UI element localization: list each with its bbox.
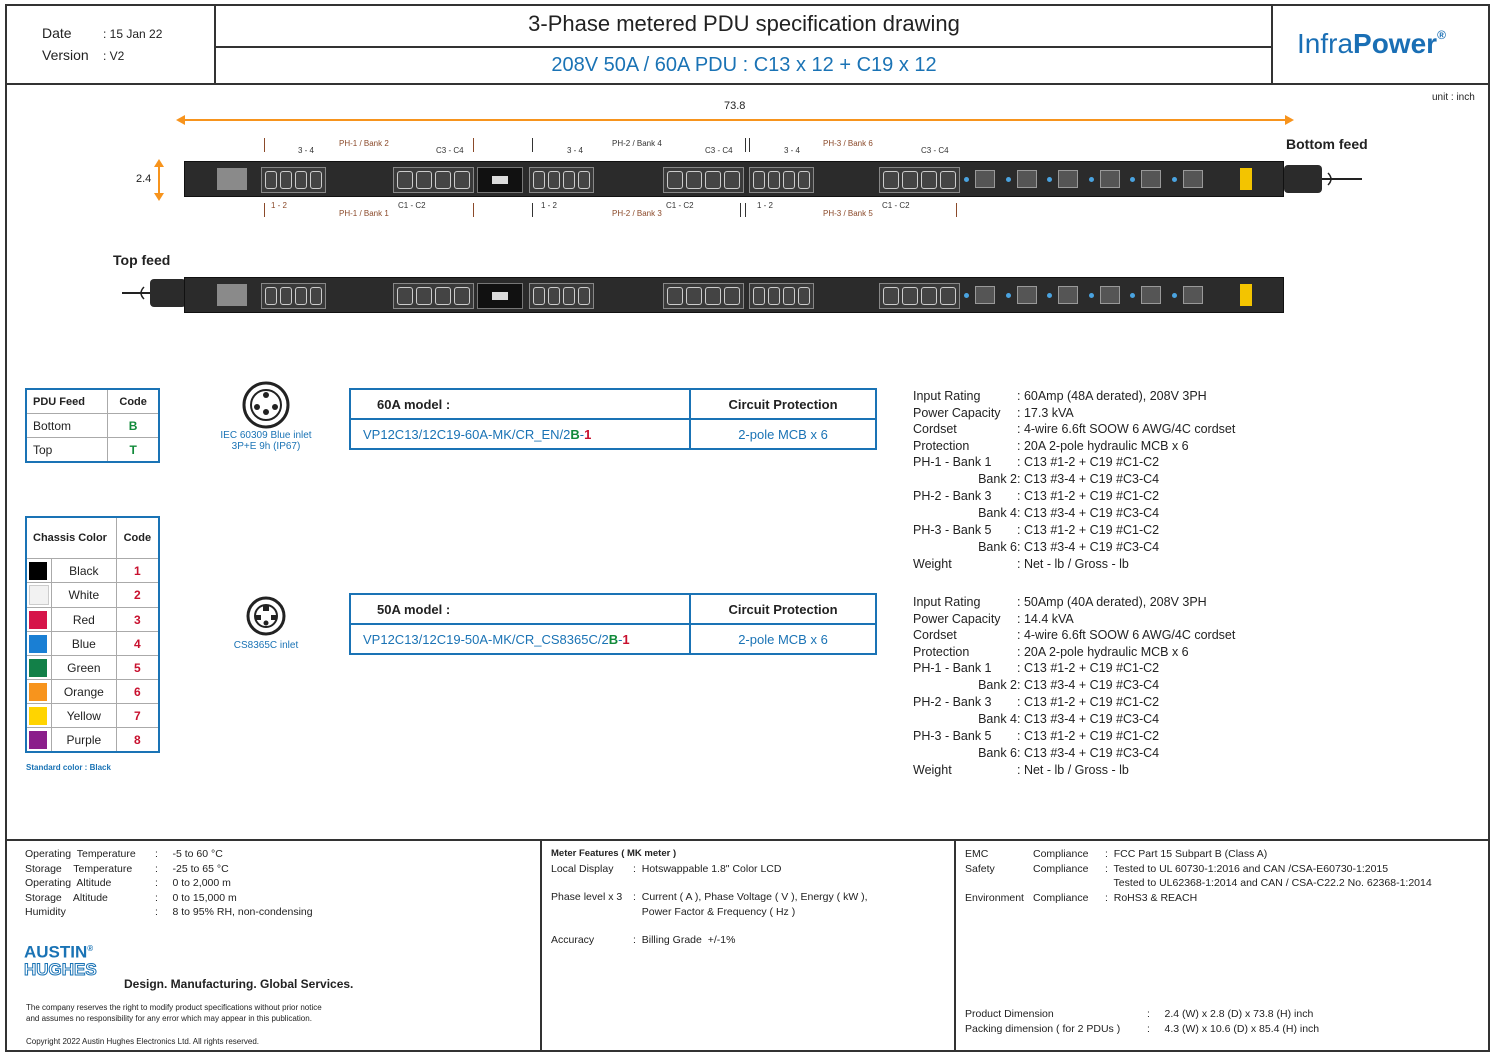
spec-row: [913, 745, 1235, 762]
color-swatch: [26, 583, 52, 608]
model-code-feed: B: [608, 631, 619, 647]
color-code: 8: [116, 728, 159, 753]
spec-value: : C13 #1-2 + C19 #C1-C2: [1017, 661, 1160, 675]
compliance-key: Compliance: [1033, 862, 1089, 875]
spec-value: : Net - lb / Gross - lb: [1017, 763, 1129, 777]
meter-display: [477, 167, 523, 193]
spec-50a: [913, 594, 1235, 779]
austin-logo-line1: [24, 940, 97, 961]
outlet-label: C3 - C4: [436, 146, 464, 155]
bank-label: PH-2 / Bank 3: [612, 209, 662, 218]
model-60a-table: [349, 388, 877, 450]
page-title: 3-Phase metered PDU specification drawing: [528, 11, 960, 36]
dimension-key: Product Dimension: [965, 1008, 1054, 1020]
iec-60309-inlet-icon: [240, 381, 292, 429]
length-value: 73.8: [724, 100, 746, 112]
env-row: [25, 905, 313, 920]
outlet-label: 1 - 2: [541, 201, 558, 210]
breaker-indicator: [964, 293, 969, 298]
spec-value: : 14.4 kVA: [1017, 611, 1074, 626]
spec-value: : C13 #3-4 + C19 #C3-C4: [1017, 539, 1160, 554]
spec-key: PH-2 - Bank 3: [913, 695, 992, 709]
color-swatch: [26, 632, 52, 656]
bank-label: PH-1 / Bank 2: [339, 139, 389, 148]
circuit-protection-header: Circuit Protection: [690, 594, 876, 624]
env-row: [25, 876, 313, 891]
color-code: 2: [116, 583, 159, 608]
company-tagline: Design. Manufacturing. Global Services.: [124, 977, 354, 991]
color-name: Orange: [52, 680, 117, 704]
outlet-group-c13: [529, 167, 594, 193]
bank-tick: [745, 138, 746, 152]
color-row: [26, 608, 159, 632]
env-value: : 0 to 15,000 m: [155, 891, 237, 904]
env-key: Storage Temperature: [25, 862, 133, 875]
color-name: White: [52, 583, 117, 608]
meter-key: Phase level x 3: [551, 891, 623, 903]
meter-row: [551, 862, 868, 877]
outlet-group-c13: [529, 283, 594, 309]
spec-key: Bank 4: [978, 505, 1017, 520]
logo-mark: ®: [1437, 28, 1446, 42]
spec-row: [913, 405, 1235, 422]
unit-label: unit : inch: [1432, 92, 1475, 103]
breaker: [1100, 286, 1120, 304]
model-code-feed: B: [570, 426, 580, 442]
breaker-indicator: [1047, 293, 1052, 298]
outlet-group-c13: [261, 283, 326, 309]
code-header: Code: [108, 389, 159, 414]
meter-key: Accuracy: [551, 934, 595, 946]
compliance-area: Safety: [965, 862, 995, 875]
outlet-label: 3 - 4: [784, 146, 801, 155]
copyright: Copyright 2022 Austin Hughes Electronics Ltd. All rights reserved.: [26, 1037, 260, 1046]
model-60a-protection: 2-pole MCB x 6: [690, 419, 876, 449]
compliance-row: [965, 862, 1432, 877]
outlet-label: C3 - C4: [921, 146, 949, 155]
spec-row: [913, 677, 1235, 694]
rating-label: [217, 284, 247, 306]
model-50a-header: 50A model :: [350, 594, 690, 624]
height-dimension-arrow: [152, 159, 166, 201]
breaker: [975, 170, 995, 188]
model-code-dash: -: [579, 426, 585, 442]
meter-value: Power Factor & Frequency ( Hz ): [633, 905, 796, 918]
cs8365c-inlet-icon: [244, 596, 288, 636]
spec-row: [913, 454, 1235, 471]
spec-value: : 17.3 kVA: [1017, 405, 1074, 420]
feed-code-table: [25, 388, 160, 463]
height-value: 2.4: [136, 173, 152, 185]
iec-inlet-line1: IEC 60309 Blue inlet: [220, 430, 312, 441]
bank-label: PH-3 / Bank 6: [823, 139, 873, 148]
feed-name: Top: [26, 438, 108, 463]
date-value: : 15 Jan 22: [103, 27, 163, 41]
env-value: : 8 to 95% RH, non-condensing: [155, 906, 313, 918]
bank-tick: [473, 203, 474, 217]
spec-value: : C13 #3-4 + C19 #C3-C4: [1017, 677, 1160, 692]
outlet-group-c19: [393, 283, 474, 309]
spec-row: [913, 660, 1235, 677]
spec-key: PH-1 - Bank 1: [913, 661, 992, 675]
env-row: [25, 847, 313, 862]
spec-row: [913, 762, 1235, 779]
breaker-indicator: [1006, 293, 1011, 298]
spec-value: : C13 #1-2 + C19 #C1-C2: [1017, 695, 1160, 709]
spec-value: : C13 #3-4 + C19 #C3-C4: [1017, 505, 1160, 520]
spec-key: Weight: [913, 763, 952, 777]
meter-key: Local Display: [551, 862, 614, 875]
color-row: [26, 728, 159, 753]
spec-value: : C13 #3-4 + C19 #C3-C4: [1017, 711, 1160, 726]
environment-specs: [25, 847, 313, 920]
env-value: : -5 to 60 °C: [155, 848, 223, 860]
spec-row: [913, 711, 1235, 728]
color-header: Chassis Color: [26, 517, 116, 559]
bank-tick: [956, 203, 957, 217]
model-50a-code: [350, 624, 690, 654]
outlet-group-c19: [663, 167, 744, 193]
color-row: [26, 632, 159, 656]
compliance-area: Environment: [965, 891, 1024, 904]
spec-key: PH-3 - Bank 5: [913, 729, 992, 743]
spec-value: : C13 #1-2 + C19 #C1-C2: [1017, 489, 1160, 503]
meter-value: : Billing Grade +/-1%: [633, 934, 736, 946]
model-code-color: 1: [622, 631, 630, 647]
meter-display: [477, 283, 523, 309]
spec-key: Input Rating: [913, 595, 981, 609]
color-name: Black: [52, 559, 117, 583]
spec-key: Power Capacity: [913, 405, 1001, 420]
bank-tick: [740, 203, 741, 217]
breaker: [1058, 286, 1078, 304]
spec-key: Bank 4: [978, 711, 1017, 726]
spec-key: Bank 2: [978, 471, 1017, 486]
infrapower-logo: [1297, 28, 1446, 60]
color-row: [26, 583, 159, 608]
env-value: : 0 to 2,000 m: [155, 877, 231, 889]
spec-value: : Net - lb / Gross - lb: [1017, 557, 1129, 571]
spec-value: : C13 #3-4 + C19 #C3-C4: [1017, 471, 1160, 486]
spec-row: [913, 471, 1235, 488]
version-value: : V2: [103, 49, 125, 63]
pdu-top-feed: [184, 277, 1284, 313]
breaker: [1017, 286, 1037, 304]
spec-key: Input Rating: [913, 389, 981, 403]
spec-value: : 20A 2-pole hydraulic MCB x 6: [1017, 438, 1189, 453]
color-code: 4: [116, 632, 159, 656]
breaker-indicator: [1130, 177, 1135, 182]
spec-row: [913, 505, 1235, 522]
outlet-label: C1 - C2: [398, 201, 426, 210]
top-feed-label: Top feed: [113, 252, 171, 268]
date-label: Date: [42, 25, 72, 41]
spec-key: Bank 2: [978, 677, 1017, 692]
color-code: 6: [116, 680, 159, 704]
bank-tick: [473, 138, 474, 152]
spec-value: : 20A 2-pole hydraulic MCB x 6: [1017, 644, 1189, 659]
meter-features: [551, 847, 868, 948]
dimension-key: Packing dimension ( for 2 PDUs ): [965, 1022, 1121, 1035]
spec-row: [913, 594, 1235, 611]
color-code: 7: [116, 704, 159, 728]
outlet-group-c19: [663, 283, 744, 309]
outlet-label: 3 - 4: [567, 146, 584, 155]
breaker-indicator: [964, 177, 969, 182]
dimension-row: [965, 1022, 1319, 1037]
meter-row: [551, 905, 868, 920]
env-key: Operating Temperature: [25, 848, 136, 860]
spec-value: : 4-wire 6.6ft SOOW 6 AWG/4C cordset: [1017, 422, 1236, 436]
breaker: [1017, 170, 1037, 188]
spec-key: Cordset: [913, 628, 957, 642]
logo-infra: Infra: [1297, 28, 1354, 59]
color-name: Blue: [52, 632, 117, 656]
compliance-area: EMC: [965, 848, 989, 860]
breaker: [1058, 170, 1078, 188]
dimension-value: : 2.4 (W) x 2.8 (D) x 73.8 (H) inch: [1147, 1008, 1314, 1020]
color-row: [26, 680, 159, 704]
breaker: [1183, 170, 1203, 188]
spec-key: PH-2 - Bank 3: [913, 489, 992, 503]
model-code-color: 1: [584, 426, 592, 442]
bank-label: PH-3 / Bank 5: [823, 209, 873, 218]
color-swatch: [26, 559, 52, 583]
env-row: [25, 891, 313, 906]
feed-code: B: [108, 414, 159, 438]
outlet-label: C1 - C2: [882, 201, 910, 210]
color-code: 5: [116, 656, 159, 680]
spec-row: [913, 421, 1235, 438]
spec-key: Bank 6: [978, 539, 1017, 554]
compliance-row: [965, 847, 1432, 862]
spec-row: [913, 644, 1235, 661]
outlet-label: C3 - C4: [705, 146, 733, 155]
breaker-indicator: [1172, 293, 1177, 298]
dimension-value: : 4.3 (W) x 10.6 (D) x 85.4 (H) inch: [1147, 1022, 1320, 1035]
breaker: [1141, 286, 1161, 304]
color-swatch: [26, 656, 52, 680]
top-feed-cord: [122, 277, 186, 309]
hughes-logo-text: HUGHES: [24, 959, 97, 979]
iec-inlet-label: [206, 430, 326, 452]
spec-row: [913, 438, 1235, 455]
spec-key: Bank 6: [978, 745, 1017, 760]
spec-key: Power Capacity: [913, 611, 1001, 626]
outlet-label: C1 - C2: [666, 201, 694, 210]
bank-label: PH-2 / Bank 4: [612, 139, 662, 148]
spec-key: Protection: [913, 438, 970, 453]
rating-label: [217, 168, 247, 190]
breaker: [975, 286, 995, 304]
spec-row: [913, 611, 1235, 628]
spec-key: PH-3 - Bank 5: [913, 523, 992, 537]
dimension-specs: [965, 1007, 1319, 1036]
spec-value: : 50Amp (40A derated), 208V 3PH: [1017, 595, 1207, 609]
spec-row: [913, 728, 1235, 745]
model-60a-code: [350, 419, 690, 449]
austin-hughes-logo: [24, 940, 97, 978]
circuit-protection-header: Circuit Protection: [690, 389, 876, 419]
breaker-indicator: [1089, 177, 1094, 182]
model-code-base: VP12C13/12C19-50A-MK/CR_CS8365C/2: [363, 631, 609, 647]
meter-features-title: Meter Features ( MK meter ): [551, 848, 677, 859]
spec-value: : C13 #1-2 + C19 #C1-C2: [1017, 455, 1160, 469]
spec-value: : C13 #1-2 + C19 #C1-C2: [1017, 523, 1160, 537]
color-name: Yellow: [52, 704, 117, 728]
austin-logo-text: AUSTIN: [24, 942, 88, 962]
meter-features-rows: [551, 862, 868, 948]
bank-tick: [749, 138, 750, 152]
meter-value: : Current ( A ), Phase Voltage ( V ), Energy ( kW ),: [633, 891, 868, 903]
dimension-row: [965, 1007, 1319, 1022]
env-key: Humidity: [25, 906, 66, 918]
compliance-value: Tested to UL62368-1:2014 and CAN / CSA-C22.2 No. 62368-1:2014: [1105, 877, 1432, 889]
bank-tick: [264, 203, 265, 217]
bottom-feed-cord: [1284, 163, 1364, 195]
spec-row: [913, 522, 1235, 539]
env-row: [25, 862, 313, 877]
color-swatch: [26, 608, 52, 632]
code-header: Code: [116, 517, 159, 559]
version-label: Version: [42, 47, 89, 63]
breaker-indicator: [1130, 293, 1135, 298]
spec-value: : 4-wire 6.6ft SOOW 6 AWG/4C cordset: [1017, 628, 1236, 642]
model-60a-header: 60A model :: [350, 389, 690, 419]
compliance-row: [965, 891, 1432, 906]
warning-label: [1240, 284, 1252, 306]
outlet-group-c19: [393, 167, 474, 193]
spec-key: Protection: [913, 644, 970, 659]
breaker: [1183, 286, 1203, 304]
compliance-value: : Tested to UL 60730-1:2016 and CAN /CSA-E60730-1:2015: [1105, 862, 1389, 875]
cs8365c-inlet-label: CS8365C inlet: [233, 640, 299, 651]
compliance-key: Compliance: [1033, 891, 1089, 904]
compliance-value: : FCC Part 15 Subpart B (Class A): [1105, 848, 1268, 860]
footer-divider: [954, 839, 956, 1052]
feed-header: PDU Feed: [26, 389, 108, 414]
outlet-group-c13: [261, 167, 326, 193]
outlet-group-c19: [879, 167, 960, 193]
bank-tick: [532, 138, 533, 152]
model-code-dash: -: [618, 631, 623, 647]
bank-tick: [532, 203, 533, 217]
color-row: [26, 704, 159, 728]
pdu-bottom-feed: [184, 161, 1284, 197]
color-swatch: [26, 680, 52, 704]
footer-divider: [540, 839, 542, 1052]
spec-value: : C13 #3-4 + C19 #C3-C4: [1017, 745, 1160, 760]
chassis-color-table: [25, 516, 160, 753]
length-dimension-arrow: [176, 112, 1296, 128]
outlet-label: 1 - 2: [271, 201, 288, 210]
bank-tick: [745, 203, 746, 217]
spec-row: [913, 488, 1235, 505]
spec-key: Cordset: [913, 422, 957, 436]
spec-value: : 60Amp (48A derated), 208V 3PH: [1017, 389, 1207, 403]
feed-name: Bottom: [26, 414, 108, 438]
color-row: [26, 559, 159, 583]
compliance-value: : RoHS3 & REACH: [1105, 891, 1198, 904]
spec-row: [913, 388, 1235, 405]
bank-tick: [264, 138, 265, 152]
outlet-label: 3 - 4: [298, 146, 315, 155]
outlet-group-c13: [749, 167, 814, 193]
header-bottom-line: [5, 83, 1490, 85]
breaker-indicator: [1047, 177, 1052, 182]
spec-row: [913, 556, 1235, 573]
breaker: [1100, 170, 1120, 188]
header-divider: [214, 46, 1272, 48]
compliance-specs: [965, 847, 1432, 905]
logo-power: Power: [1353, 28, 1438, 59]
model-code-base: VP12C13/12C19-60A-MK/CR_EN/2: [363, 426, 571, 442]
spec-60a: [913, 388, 1235, 573]
env-key: Storage Altitude: [25, 891, 108, 904]
meter-row: [551, 890, 868, 905]
env-value: : -25 to 65 °C: [155, 862, 229, 875]
footer-divider: [5, 839, 1490, 841]
meter-row: [551, 933, 868, 948]
breaker-indicator: [1006, 177, 1011, 182]
warning-label: [1240, 168, 1252, 190]
bank-label: PH-1 / Bank 1: [339, 209, 389, 218]
env-key: Operating Altitude: [25, 877, 112, 889]
color-name: Green: [52, 656, 117, 680]
color-swatch: [26, 704, 52, 728]
standard-color-note: Standard color : Black: [26, 763, 111, 772]
breaker-indicator: [1172, 177, 1177, 182]
color-code: 1: [116, 559, 159, 583]
meter-value: : Hotswappable 1.8" Color LCD: [633, 862, 782, 875]
color-name: Red: [52, 608, 117, 632]
spec-key: Weight: [913, 557, 952, 571]
feed-code: T: [108, 438, 159, 463]
model-50a-protection: 2-pole MCB x 6: [690, 624, 876, 654]
color-name: Purple: [52, 728, 117, 753]
spec-value: : C13 #1-2 + C19 #C1-C2: [1017, 729, 1160, 743]
color-row: [26, 656, 159, 680]
spec-row: [913, 539, 1235, 556]
disclaimer-line: and assumes no responsibility for any error which may appear in this publication.: [26, 1014, 312, 1023]
spec-key: PH-1 - Bank 1: [913, 455, 992, 469]
bottom-feed-label: Bottom feed: [1286, 136, 1368, 152]
compliance-key: Compliance: [1033, 848, 1089, 860]
color-swatch: [26, 728, 52, 753]
outlet-group-c19: [879, 283, 960, 309]
compliance-row: [965, 876, 1432, 891]
spec-row: [913, 627, 1235, 644]
spec-row: [913, 694, 1235, 711]
color-code: 3: [116, 608, 159, 632]
page-subtitle: 208V 50A / 60A PDU : C13 x 12 + C19 x 12: [551, 54, 937, 76]
disclaimer-line: The company reserves the right to modify product specifications without prior notice: [26, 1003, 322, 1012]
disclaimer: [26, 1002, 322, 1024]
austin-logo-mark: ®: [87, 944, 94, 953]
outlet-group-c13: [749, 283, 814, 309]
model-50a-table: [349, 593, 877, 655]
breaker: [1141, 170, 1161, 188]
outlet-label: 1 - 2: [757, 201, 774, 210]
breaker-indicator: [1089, 293, 1094, 298]
iec-inlet-line2: 3P+E 9h (IP67): [231, 441, 301, 452]
